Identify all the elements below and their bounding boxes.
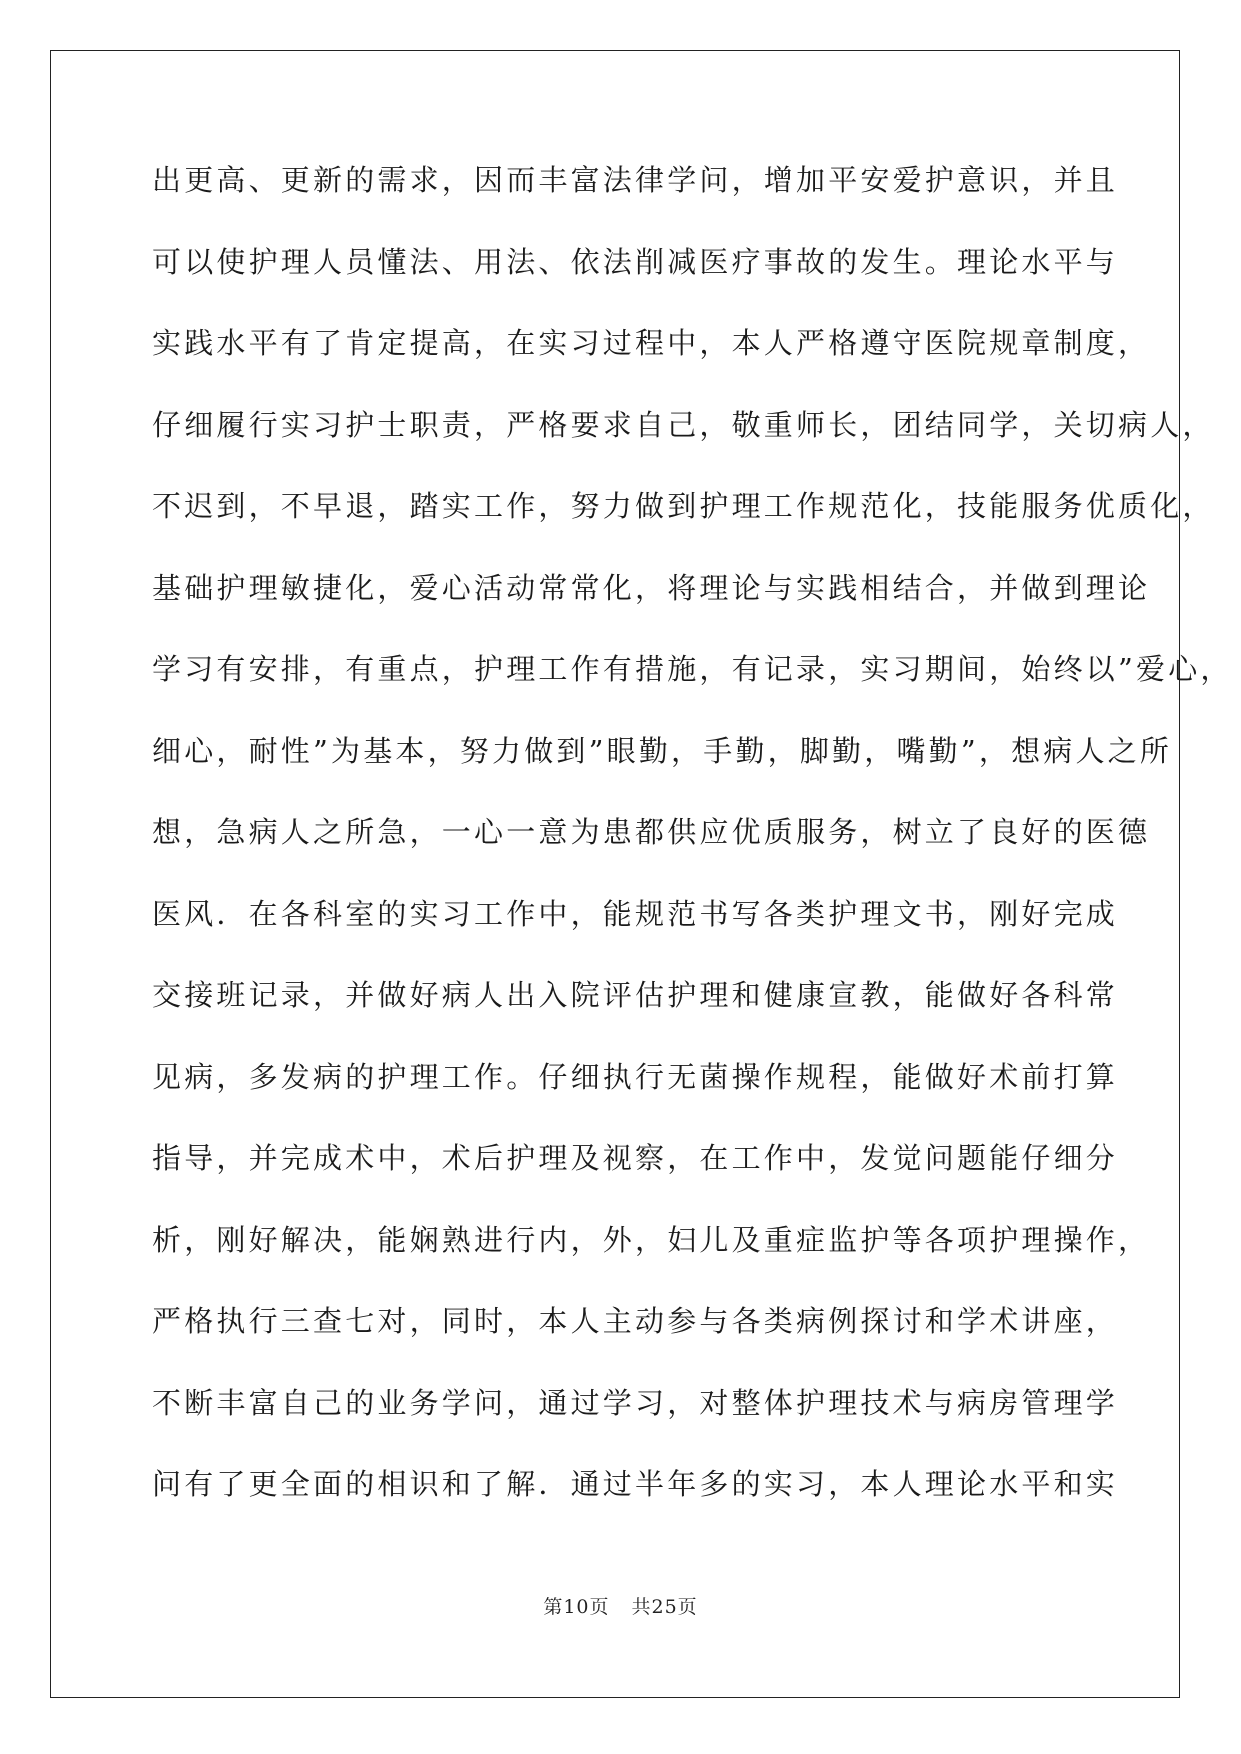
text-line: 想，急病人之所急，一心一意为患都供应优质服务，树立了良好的医德 — [152, 815, 1151, 849]
current-page-number: 第10页 — [543, 1596, 610, 1618]
text-line: 不迟到，不早退，踏实工作，努力做到护理工作规范化，技能服务优质化， — [152, 489, 1215, 523]
text-line: 学习有安排，有重点，护理工作有措施，有记录，实习期间，始终以”爱心， — [152, 652, 1233, 686]
text-line: 不断丰富自己的业务学问，通过学习，对整体护理技术与病房管理学 — [152, 1385, 1119, 1420]
document-body — [152, 160, 1233, 1546]
text-line: 可以使护理人员懂法、用法、依法削减医疗事故的发生。理论水平与 — [152, 244, 1119, 279]
text-line: 交接班记录，并做好病人出入院评估护理和健康宣教，能做好各科常 — [152, 978, 1119, 1012]
text-line: 基础护理敏捷化，爱心活动常常化，将理论与实践相结合，并做到理论 — [152, 570, 1151, 605]
text-line: 医风．在各科室的实习工作中，能规范书写各类护理文书，刚好完成 — [152, 896, 1119, 931]
text-line: 指导，并完成术中，术后护理及视察，在工作中，发觉问题能仔细分 — [152, 1141, 1119, 1175]
text-line: 出更高、更新的需求，因而丰富法律学问，增加平安爱护意识，并且 — [152, 163, 1119, 197]
text-line: 问有了更全面的相识和了解．通过半年多的实习，本人理论水平和实 — [152, 1467, 1119, 1501]
total-page-count: 共25页 — [631, 1596, 698, 1618]
text-line: 细心，耐性”为基本，努力做到”眼勤，手勤，脚勤，嘴勤”，想病人之所 — [152, 733, 1173, 768]
text-line: 仔细履行实习护士职责，严格要求自己，敬重师长，团结同学，关切病人， — [152, 407, 1215, 442]
text-line: 见病，多发病的护理工作。仔细执行无菌操作规程，能做好术前打算 — [152, 1059, 1119, 1094]
page-footer — [0, 1592, 1241, 1619]
text-line: 严格执行三查七对，同时，本人主动参与各类病例探讨和学术讲座， — [152, 1304, 1119, 1338]
text-line: 实践水平有了肯定提高，在实习过程中，本人严格遵守医院规章制度， — [152, 326, 1151, 360]
text-line: 析，刚好解决，能娴熟进行内，外，妇儿及重症监护等各项护理操作， — [152, 1222, 1151, 1257]
